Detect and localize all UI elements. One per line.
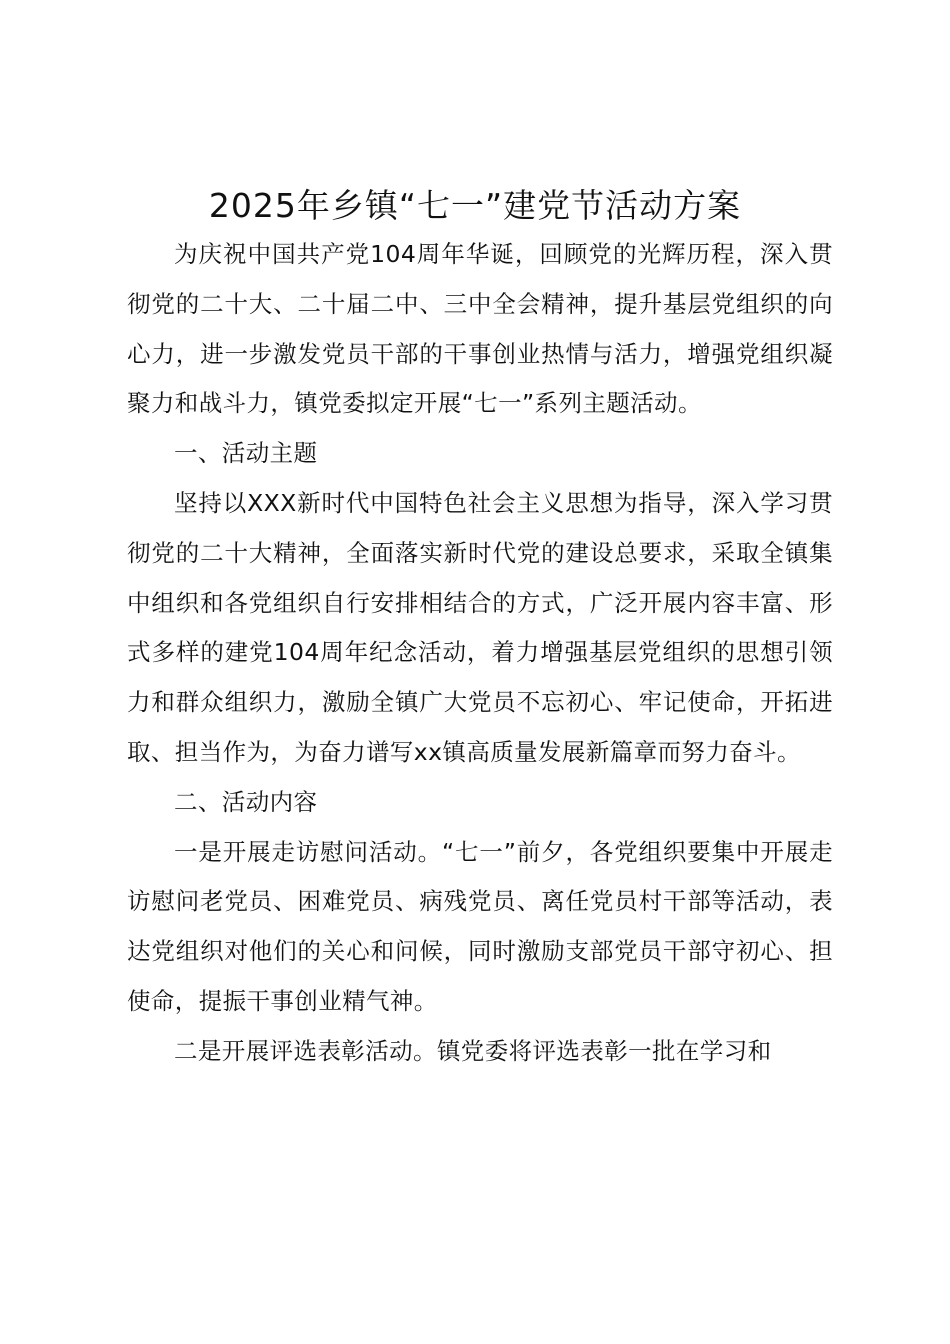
document-body [127, 230, 833, 1077]
section-heading-theme: 一、活动主题 [174, 439, 318, 468]
content-item-awards: 二是开展评选表彰活动。镇党委将评选表彰一批在学习和 [174, 1036, 772, 1065]
theme-paragraph: 坚持以XXX新时代中国特色社会主义思想为指导，深入学习贯彻党的二十大精神，全面落实新时代党的建设总要求，采取全镇集中组织和各党组织自行安排相结合的方式，广泛开展内容丰富、形式多样的建党104周年纪念活动，着力增强基层党组织的思想引领力和群众组织力，激励全镇广大党员不忘初心、牢记使命，开拓进取、担当作为，为奋力谱写xx镇高质量发展新篇章而努力奋斗。 [127, 488, 833, 766]
section-heading-content: 二、活动内容 [174, 787, 318, 816]
document-title: 2025年乡镇“七一”建党节活动方案 [208, 186, 742, 225]
content-item-visits: 一是开展走访慰问活动。“七一”前夕，各党组织要集中开展走访慰问老党员、困难党员、病残党员、离任党员村干部等活动，表达党组织对他们的关心和问候，同时激励支部党员干部守初心、担使命，提振干事创业精气神。 [127, 837, 833, 1015]
intro-paragraph: 为庆祝中国共产党104周年华诞，回顾党的光辉历程，深入贯彻党的二十大、二十届二中、三中全会精神，提升基层党组织的向心力，进一步激发党员干部的干事创业热情与活力，增强党组织凝聚力和战斗力，镇党委拟定开展“七一”系列主题活动。 [127, 240, 833, 418]
